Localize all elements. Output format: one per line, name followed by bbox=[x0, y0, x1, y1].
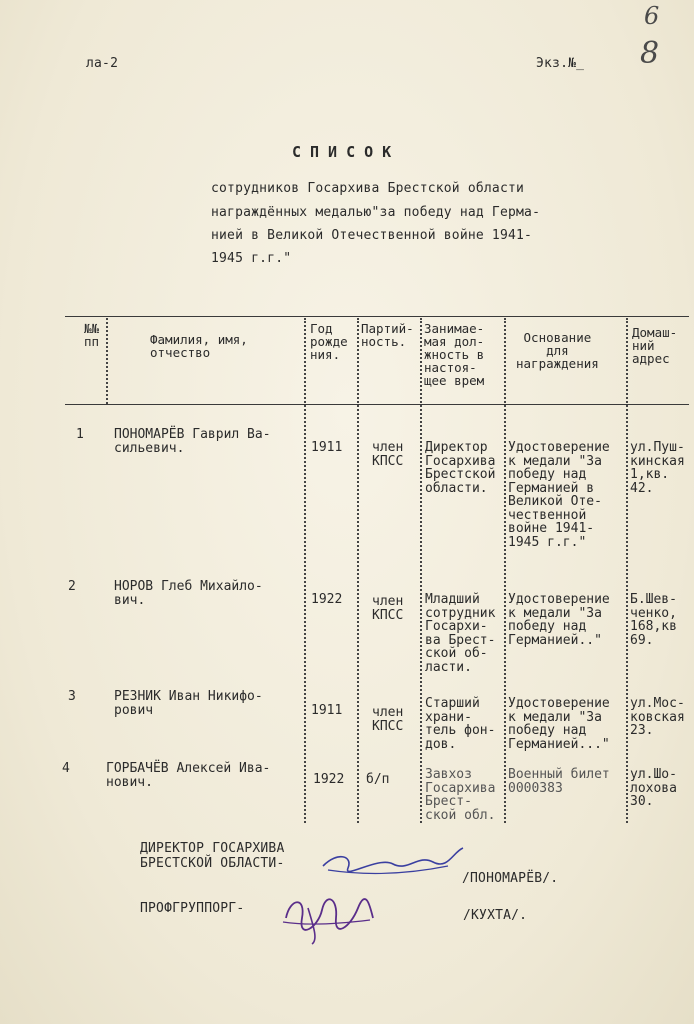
award-basis: Удостоверение к медали "За победу над Германией.." bbox=[508, 592, 610, 648]
party-membership: член КПСС bbox=[372, 440, 404, 469]
subtitle-line: сотрудников Госархива Брестской области bbox=[211, 181, 525, 196]
copy-number: Экз.№_ bbox=[536, 56, 585, 71]
home-address: ул.Шо- лохова 30. bbox=[630, 767, 677, 809]
document-title: СПИСОК bbox=[292, 143, 401, 161]
union-organizer-title: ПРОФГРУППОРГ- bbox=[140, 901, 245, 916]
position: Завхоз Госархива Брест- ской обл. bbox=[425, 767, 496, 823]
home-address: ул.Мос- ковская 23. bbox=[630, 696, 685, 738]
column-separator bbox=[357, 318, 359, 823]
award-basis: Удостоверение к медали "За победу над Германией..." bbox=[508, 696, 610, 752]
party-membership: член КПСС bbox=[372, 594, 404, 623]
column-separator bbox=[106, 318, 108, 404]
position: Старший храни- тель фон- дов. bbox=[425, 696, 496, 752]
birth-year: 1922 bbox=[311, 592, 343, 607]
col-header-number: №№ пп bbox=[84, 321, 100, 349]
position: Младший сотрудник Госархи- ва Брест- ской об- ласти. bbox=[425, 592, 496, 675]
subtitle-line: нией в Великой Отечественной войне 1941- bbox=[211, 228, 533, 243]
column-separator bbox=[626, 318, 628, 823]
folio-number-handwritten: 8 bbox=[640, 36, 660, 71]
col-header-name: Фамилия, имя, отчество bbox=[150, 332, 248, 360]
col-header-party: Партий- ность. bbox=[361, 321, 414, 349]
table-header-rule bbox=[65, 404, 689, 405]
birth-year: 1922 bbox=[313, 772, 345, 787]
row-number: 4 bbox=[62, 761, 70, 776]
col-header-year: Год рожде ния. bbox=[310, 321, 348, 362]
subtitle-line: 1945 г.г." bbox=[211, 251, 292, 266]
page-number-handwritten: 6 bbox=[644, 2, 660, 30]
col-header-position: Занимае- мая дол- жность в настоя- щее врем bbox=[424, 321, 485, 388]
award-basis: Удостоверение к медали "За победу над Германией в Великой Оте- чественной войне 1941- 1945 г.г." bbox=[508, 440, 610, 550]
employee-name: ПОНОМАРЁВ Гаврил Ва- сильевич. bbox=[114, 427, 271, 456]
employee-name: РЕЗНИК Иван Никифо- рович bbox=[114, 689, 263, 718]
union-organizer-name: /КУХТА/. bbox=[463, 908, 528, 923]
row-number: 2 bbox=[68, 579, 76, 594]
column-separator bbox=[504, 318, 506, 823]
birth-year: 1911 bbox=[311, 703, 343, 718]
director-name: /ПОНОМАРЁВ/. bbox=[462, 871, 559, 886]
row-number: 1 bbox=[76, 427, 84, 442]
home-address: ул.Пуш- кинская 1,кв. 42. bbox=[630, 440, 685, 496]
home-address: Б.Шев- ченко, 168,кв 69. bbox=[630, 592, 677, 648]
column-separator bbox=[420, 318, 422, 823]
party-membership: б/п bbox=[366, 772, 390, 787]
birth-year: 1911 bbox=[311, 440, 343, 455]
party-membership: член КПСС bbox=[372, 705, 404, 734]
employee-name: ГОРБАЧЁВ Алексей Ива- нович. bbox=[106, 761, 271, 790]
position: Директор Госархива Брестской области. bbox=[425, 440, 496, 496]
column-separator bbox=[304, 318, 306, 823]
director-signature bbox=[318, 846, 468, 880]
col-header-basis: Основание для награждения bbox=[516, 330, 599, 371]
director-title: ДИРЕКТОР ГОСАРХИВА БРЕСТСКОЙ ОБЛАСТИ- bbox=[140, 841, 285, 871]
employee-name: НОРОВ Глеб Михайло- вич. bbox=[114, 579, 263, 608]
union-organizer-signature bbox=[278, 888, 378, 946]
award-basis: Военный билет 0000383 bbox=[508, 767, 610, 796]
col-header-address: Домаш- ний адрес bbox=[632, 325, 678, 366]
table-top-rule bbox=[65, 316, 689, 317]
document-code: ла-2 bbox=[86, 56, 119, 71]
row-number: 3 bbox=[68, 689, 76, 704]
subtitle-line: награждённых медалью"за победу над Герма- bbox=[211, 205, 541, 220]
